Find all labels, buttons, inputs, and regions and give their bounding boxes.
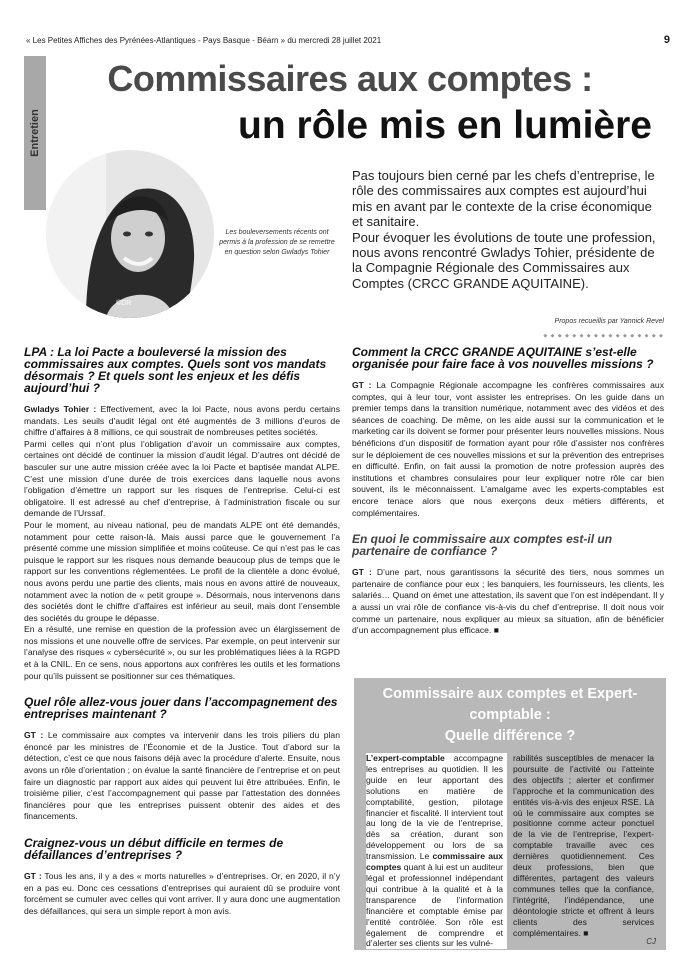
box-title-line-1: Commissaire aux comptes et Expert-comptable : <box>382 686 638 723</box>
intro-paragraph: Pour évoquer les évolutions de toute une profession, nous avons rencontré Gwladys Tohier, présidente de la Compagnie Régionale des Commissaires aux Comptes (CRCC GRANDE AQUITAINE). <box>352 229 656 291</box>
answer-text: Tous les ans, il y a des « morts naturelles » d’entreprises. Or, en 2020, il n’y en a pas eu. Donc ces cessations d’entreprises qui auraient dû se produire vont forcément se cumuler avec celles qui vont arriver. Il y aura donc une augmentation des défaillances, qui sera un simple report à mon avis. <box>24 871 340 916</box>
speaker-label: GT : <box>24 871 42 881</box>
running-head: « Les Petites Affiches des Pyrénées-Atlantiques - Pays Basque - Béarn » du mercredi 28 juillet 2021 <box>26 36 382 45</box>
answer-paragraph <box>24 871 340 917</box>
box-text: accompagne les entreprises au quotidien. Il les guide en leur apportant des solutions en matière de comptabilité, gestion, pilotage financier et fiscalité. Il intervient tout au long de la vie de l’entreprise, dès sa création, durant son développement ou lors de sa transmission. Le <box>366 753 504 862</box>
box-column-2: rabilités susceptibles de menacer la poursuite de l’activité ou l’atteinte des objectifs ; alerter et confirmer l’approche et la communication des entités vis-à-vis des enjeux RSE. Là où le commissaire aux comptes se positionne comme acteur ponctuel de la vie de l’entreprise, l’expert-comptable travaille avec ces dernières quotidiennement. Ces deux professions, bien que différentes, partagent des valeurs communes telles que la confiance, l’intégrité, l’indépendance, une déontologie stricte et offrent à leurs clients des services complémentaires. ■ <box>513 753 654 938</box>
answer-paragraph: Pour le moment, au niveau national, peu de mandats ALPE ont été demandés, notamment pour cette raison-là. Mais aussi parce que le gouvernement l’a présenté comme une mission simplifiée et moins coûteuse. Ce qui n’est pas le cas puisque le rapport sur les risques nous demande beaucoup plus de temps que le rapport sur les conventions réglementées. Le profil de la clientèle a donc évolué, nous avons perdu une partie des clients, mais nous en avons attiré de nouveaux, notamment avec la notion de « petit groupe ». Désormais, nous intervenons dans des sociétés dont le chiffre d’affaires est inférieur au seuil, mais dont l’ensemble des sociétés du groupe le dépasse. <box>24 519 340 623</box>
box-text: quant à lui est un auditeur légal et professionnel indépendant qui contribue à la qualité et à la transparence de l’information financière et comptable émise par l’entité contrôlée. Son rôle est également de comprendre et d’alerter ses clients sur les vulné- <box>366 862 504 949</box>
speaker-label: GT : <box>352 567 372 578</box>
box-body <box>366 753 654 949</box>
speaker-label: Gwladys Tohier : <box>24 404 97 414</box>
box-column-1 <box>366 753 507 949</box>
answer-text: La Compagnie Régionale accompagne les confrères commissaires aux comptes, qui à leur tour, vont assister les entreprises. On les guide dans un premier temps dans la transition numérique, notamment avec des vidéos et des séances de coaching. De même, on les aide aussi sur la communication et le marketing car ils doivent se former pour présenter leurs nouvelles missions. Nous bénéficions d’un dispositif de formation ayant pour rôle d’assister nos confrères sur le déploiement de ces nouvelles missions et sur la prévention des entreprises en difficulté. Enfin, on fait aussi la promotion de notre profession auprès des institutions et chambres consulaires pour leur expliquer notre rôle car bien souvent, ils le méconnaissent. L’amalgame avec les experts-comptables est encore tenace alors que nous exerçons deux métiers différents, et complémentaires. <box>352 380 664 518</box>
sidebar-box <box>354 678 666 950</box>
portrait-photo <box>46 150 214 318</box>
question-heading: Craignez-vous un début difficile en termes de défaillances d’entreprises ? <box>24 836 284 862</box>
answer-text: Effectivement, avec la loi Pacte, nous avons perdu certains mandats. Les seuils d’audit légal ont été augmentés de 3 millions d’euros de chiffre d’affaires à 8 millions, ce qui soustrait de nombreuses petites sociétés. <box>24 404 340 438</box>
speaker-label: GT : <box>24 730 44 741</box>
answer-text: Le commissaire aux comptes va intervenir dans les trois piliers du plan énoncé par les ministres de l’Économie et de la Justice. Tout d’abord sur la détection, c’est ce que nous faisons déjà avec la procédure d’alerte. Ensuite, nous avons un rôle d’orientation ; on évalue la santé financière de l’entreprise et on peut faire un diagnostic par rapport aux aides qui peuvent lui être attribuées. Enfin, le troisième pilier, c’est l’accompagnement qui passe par l’attestation des données financières pour que les entreprises puissent obtenir des aides et des financements. <box>24 730 340 822</box>
answer-paragraph <box>24 730 340 823</box>
term-expert-comptable: L’expert-comptable <box>366 753 445 763</box>
term-commissaire: commissaire aux comptes <box>366 851 504 873</box>
right-column <box>352 346 664 637</box>
question-heading: En quoi le commissaire aux comptes est-il un partenaire de confiance ? <box>352 532 613 559</box>
dotted-divider: ◆ ◆ ◆ ◆ ◆ ◆ ◆ ◆ ◆ ◆ ◆ ◆ ◆ ◆ ◆ ◆ ◆ <box>543 333 664 339</box>
question-heading: Quel rôle allez-vous jouer dans l’accompagnement des entreprises maintenant ? <box>24 695 338 722</box>
left-column <box>24 346 340 917</box>
photo-credit: ©DR <box>116 300 132 307</box>
box-title-line-2: Quelle différence ? <box>444 728 576 744</box>
title-line-1: Commissaires aux comptes : <box>107 58 593 99</box>
question-heading: Comment la CRCC GRANDE AQUITAINE s’est-elle organisée pour faire face à vos nouvelles missions ? <box>352 345 654 371</box>
question-heading: LPA : La loi Pacte a bouleversé la mission des commissaires aux comptes. Quels sont vos mandats désormais ? Et quels sont les enjeux et les défis aujourd’hui ? <box>24 345 327 395</box>
title-line-2: un rôle mis en lumière <box>238 104 652 147</box>
answer-paragraph <box>352 380 664 519</box>
speaker-label: GT : <box>352 380 372 390</box>
answer-paragraph <box>352 567 664 637</box>
intro-paragraph: Pas toujours bien cerné par les chefs d’entreprise, le rôle des commissaires aux comptes est aujourd’hui mis en avant par le contexte de la crise économique et sanitaire. <box>352 168 655 230</box>
answer-text: D’une part, nous garantissons la sécurité des tiers, nous sommes un partenaire de confiance pour eux ; les banquiers, les fournisseurs, les clients, les salariés… Quand on émet une attestation, ils savent que l’on est indépendant. Il y a aussi un vrai rôle de confiance vis-à-vis du chef d’entreprise. Il doit nous voir comme un partenaire, nous expliquer au mieux sa situation, afin de bénéficier d’un accompagnement plus efficace. ■ <box>352 567 664 636</box>
section-tab <box>24 56 46 210</box>
page-number: 9 <box>663 34 670 46</box>
photo-caption: Les bouleversements récents ont permis à la profession de se remettre en question selon Gwladys Tohier <box>219 229 335 256</box>
section-tab-label: Entretien <box>29 109 41 157</box>
intro <box>352 168 662 291</box>
answer-paragraph <box>24 404 340 439</box>
answer-paragraph: En a résulté, une remise en question de la profession avec un élargissement de nos missions et une nouvelle offre de services. Par exemple, on peut intervenir sur l’analyse des risques « cybersécurité », ou sur les problématiques liées à la RGPD et à la CNIL. En ce sens, nous apportons aux confrères les outils et les formations pour qu’ils puissent se positionner sur ces thématiques. <box>24 624 340 681</box>
box-signature: CJ <box>646 937 656 946</box>
answer-paragraph: Parmi celles qui n’ont plus l’obligation d’avoir un commissaire aux comptes, certaines ont décidé de continuer la mission d’audit légal. D’autres ont décidé de basculer sur une autre mission créée avec la loi Pacte et baptisée mandat ALPE. C’est une mission d’une durée de trois exercices dans laquelle nous avons l’obligation d’émettre un rapport sur les risques de l’entreprise. Celui-ci est obligatoire. Il est adressé au chef d’entreprise, à l’administration fiscale ou sur demande de l’Urssaf. <box>24 438 340 519</box>
interview-credit: Propos recueillis par Yannick Revel <box>554 318 664 325</box>
